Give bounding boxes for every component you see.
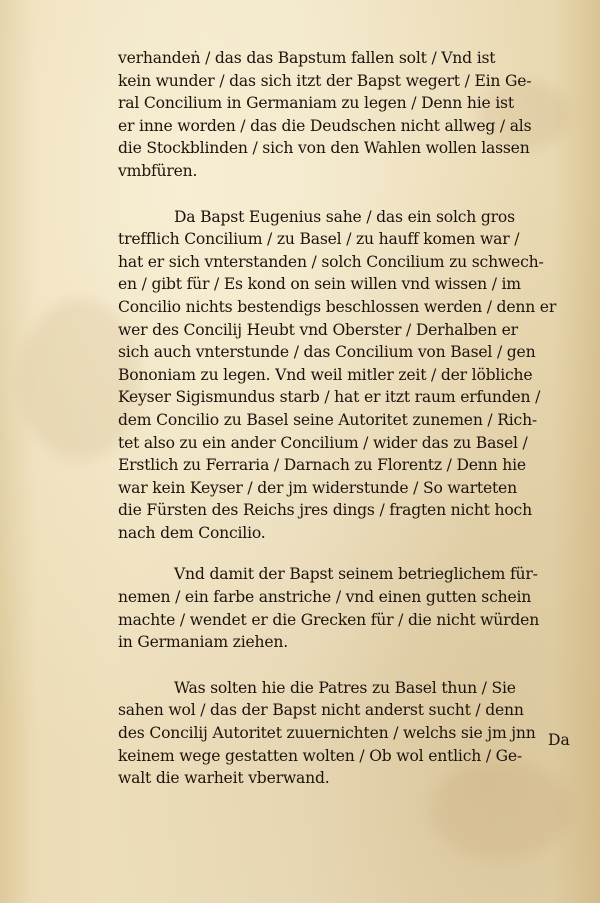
text-line: nach dem Concilio. — [118, 523, 266, 542]
body-text — [118, 47, 578, 790]
catchword: Da — [548, 731, 570, 749]
text-line: tet also zu ein ander Concilium / wider das zu Basel / — [118, 433, 528, 452]
text-line: Keyser Sigismundus starb / hat er itzt raum erfunden / — [118, 388, 541, 407]
text-line: die Stockblinden / sich von den Wahlen wollen lassen — [118, 139, 530, 158]
text-line: sahen wol / das der Bapst nicht anderst sucht / denn — [118, 701, 524, 720]
paragraph-2 — [118, 206, 578, 545]
text-line: en / gibt für / Es kond on sein willen vnd wissen / im — [118, 275, 521, 294]
paragraph-3 — [118, 563, 578, 653]
paragraph-gap — [118, 654, 578, 677]
paragraph-gap — [118, 544, 578, 563]
text-line: Vnd damit der Bapst seinem betrieglichem für- — [174, 565, 538, 584]
paragraph-gap — [118, 183, 578, 206]
text-line: sich auch vnterstunde / das Concilium von Basel / gen — [118, 343, 536, 362]
text-line: kein wunder / das sich itzt der Bapst wegert / Ein Ge- — [118, 71, 532, 90]
paragraph-4 — [118, 677, 578, 790]
text-line: ral Concilium in Germaniam zu legen / Denn hie ist — [118, 94, 514, 113]
text-line: die Fürsten des Reichs jres dings / fragten nicht hoch — [118, 501, 532, 520]
text-line: Concilio nichts bestendigs beschlossen werden / denn er — [118, 297, 557, 316]
text-line: Was solten hie die Patres zu Basel thun / Sie — [174, 678, 516, 697]
text-line: trefflich Concilium / zu Basel / zu hauff komen war / — [118, 230, 520, 249]
text-line: dem Concilio zu Basel seine Autoritet zunemen / Rich- — [118, 410, 537, 429]
text-line: machte / wendet er die Grecken für / die nicht würden — [118, 610, 540, 629]
text-line: walt die warheit vberwand. — [118, 769, 330, 788]
text-line: wer des Concilij Heubt vnd Oberster / Derhalben er — [118, 320, 518, 339]
text-line: hat er sich vnterstanden / solch Concilium zu schwech- — [118, 252, 544, 271]
text-line: er inne worden / das die Deudschen nicht allweg / als — [118, 116, 532, 135]
text-line: vmbfüren. — [118, 161, 198, 180]
text-line: keinem wege gestatten wolten / Ob wol entlich / Ge- — [118, 746, 523, 765]
text-line: verhandeṅ / das das Bapstum fallen solt / Vnd ist — [118, 49, 496, 67]
text-line: Erstlich zu Ferraria / Darnach zu Florentz / Denn hie — [118, 456, 526, 475]
text-line: nemen / ein farbe anstriche / vnd einen gutten schein — [118, 588, 532, 607]
text-line: des Concilij Autoritet zuuernichten / welchs sie jm jnn — [118, 724, 536, 743]
text-line: in Germaniam ziehen. — [118, 633, 288, 652]
text-line: Bononiam zu legen. Vnd weil mitler zeit / der löbliche — [118, 365, 533, 384]
paragraph-1 — [118, 47, 578, 183]
text-line: Da Bapst Eugenius sahe / das ein solch gros — [174, 207, 515, 226]
text-line: war kein Keyser / der jm widerstunde / So warteten — [118, 478, 517, 497]
